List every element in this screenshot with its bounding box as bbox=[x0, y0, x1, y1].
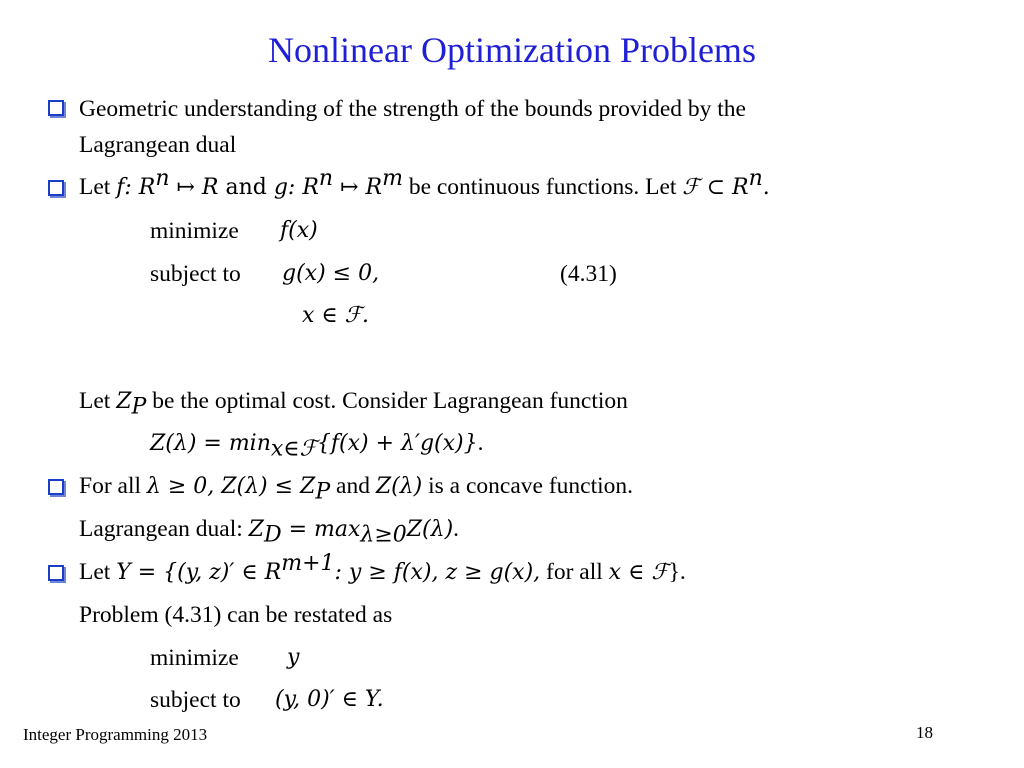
text-run: be the optimal cost. Consider Lagrangean function bbox=[146, 388, 628, 414]
constraint-x-in-f: x ∈ ℱ. bbox=[302, 303, 369, 328]
math-superscript: m bbox=[382, 166, 403, 192]
math-superscript: n bbox=[318, 166, 334, 192]
bullet-3-text bbox=[79, 471, 634, 505]
constraint-g-x: g(x) ≤ 0, bbox=[282, 261, 380, 286]
bullet-4-text bbox=[79, 551, 686, 588]
bullet-2-text bbox=[79, 166, 770, 203]
text-run: and bbox=[330, 473, 376, 499]
math-maps-to-r: ↦ R bbox=[169, 175, 219, 200]
minimize-label: minimize bbox=[150, 645, 239, 671]
math-conditions: : y ≥ f(x), z ≥ g(x), bbox=[334, 560, 541, 585]
math-x-in-f: x ∈ ℱ bbox=[608, 560, 669, 585]
text-run: . bbox=[477, 430, 484, 456]
text-run: be continuous functions. Let bbox=[402, 174, 683, 200]
slide-title: Nonlinear Optimization Problems bbox=[268, 30, 756, 70]
subject-to-label: subject to bbox=[150, 687, 241, 713]
text-run: . bbox=[453, 516, 460, 542]
math-subscript: D bbox=[263, 522, 282, 548]
subject-to-label: subject to bbox=[150, 261, 241, 287]
math-f-signature: f: R bbox=[116, 175, 156, 200]
objective-y: y bbox=[287, 645, 300, 670]
math-set-y: Y = {(y, z)′ ∈ R bbox=[116, 560, 282, 585]
text-run: Let bbox=[79, 388, 117, 414]
math-z: Z bbox=[248, 517, 264, 542]
math-subscript: P bbox=[315, 479, 331, 505]
math-subset: ℱ ⊂ R bbox=[682, 175, 749, 200]
text-run: is a concave function. bbox=[422, 473, 634, 499]
checkbox-bullet-icon bbox=[48, 180, 64, 196]
minimize-label: minimize bbox=[150, 218, 239, 244]
bullet-1-line-2: Lagrangean dual bbox=[79, 132, 237, 158]
text-run: Let bbox=[79, 559, 117, 585]
math-z: Z bbox=[116, 389, 132, 414]
math-z-lambda-min: Z(λ) = min bbox=[150, 431, 271, 456]
math-lambda-ineq: λ ≥ 0, Z(λ) ≤ Z bbox=[146, 474, 316, 499]
restated-text: Problem (4.31) can be restated as bbox=[79, 602, 393, 628]
math-z-lambda: Z(λ) bbox=[406, 517, 454, 542]
text-run: Lagrangean dual: bbox=[79, 516, 249, 542]
text-run: For all bbox=[79, 473, 147, 499]
checkbox-bullet-icon bbox=[48, 565, 64, 581]
page-number: 18 bbox=[916, 723, 933, 742]
text-run: for all bbox=[540, 559, 609, 585]
math-superscript: n bbox=[748, 166, 763, 192]
math-g-signature: g: R bbox=[273, 175, 319, 200]
text-run: . bbox=[762, 175, 770, 200]
math-set: {f(x) + λ′g(x)} bbox=[316, 431, 478, 456]
math-superscript: m+1 bbox=[281, 551, 335, 577]
text-run: Let bbox=[79, 174, 117, 200]
math-z-lambda: Z(λ) bbox=[375, 474, 423, 499]
lagrangean-function bbox=[150, 428, 484, 462]
objective-f-x: f(x) bbox=[280, 218, 318, 243]
constraint-y-in-y: (y, 0)′ ∈ Y. bbox=[275, 687, 384, 712]
math-subscript: λ≥0 bbox=[360, 522, 407, 548]
checkbox-bullet-icon bbox=[48, 479, 64, 495]
checkbox-bullet-icon bbox=[48, 100, 64, 116]
math-superscript: n bbox=[155, 166, 170, 192]
text-run: }. bbox=[668, 559, 686, 585]
lagrangean-intro bbox=[79, 386, 628, 420]
math-maps-to-r: ↦ R bbox=[333, 175, 383, 200]
math-subscript: x∈ℱ bbox=[270, 436, 317, 462]
equation-number: (4.31) bbox=[560, 261, 617, 287]
bullet-1-line-1: Geometric understanding of the strength of the bounds provided by the bbox=[79, 96, 746, 122]
math-max: = max bbox=[281, 517, 361, 542]
lagrangean-dual bbox=[79, 514, 460, 548]
math-subscript: P bbox=[131, 394, 147, 420]
footer-course-title: Integer Programming 2013 bbox=[23, 725, 208, 744]
text-run: and bbox=[218, 175, 274, 200]
